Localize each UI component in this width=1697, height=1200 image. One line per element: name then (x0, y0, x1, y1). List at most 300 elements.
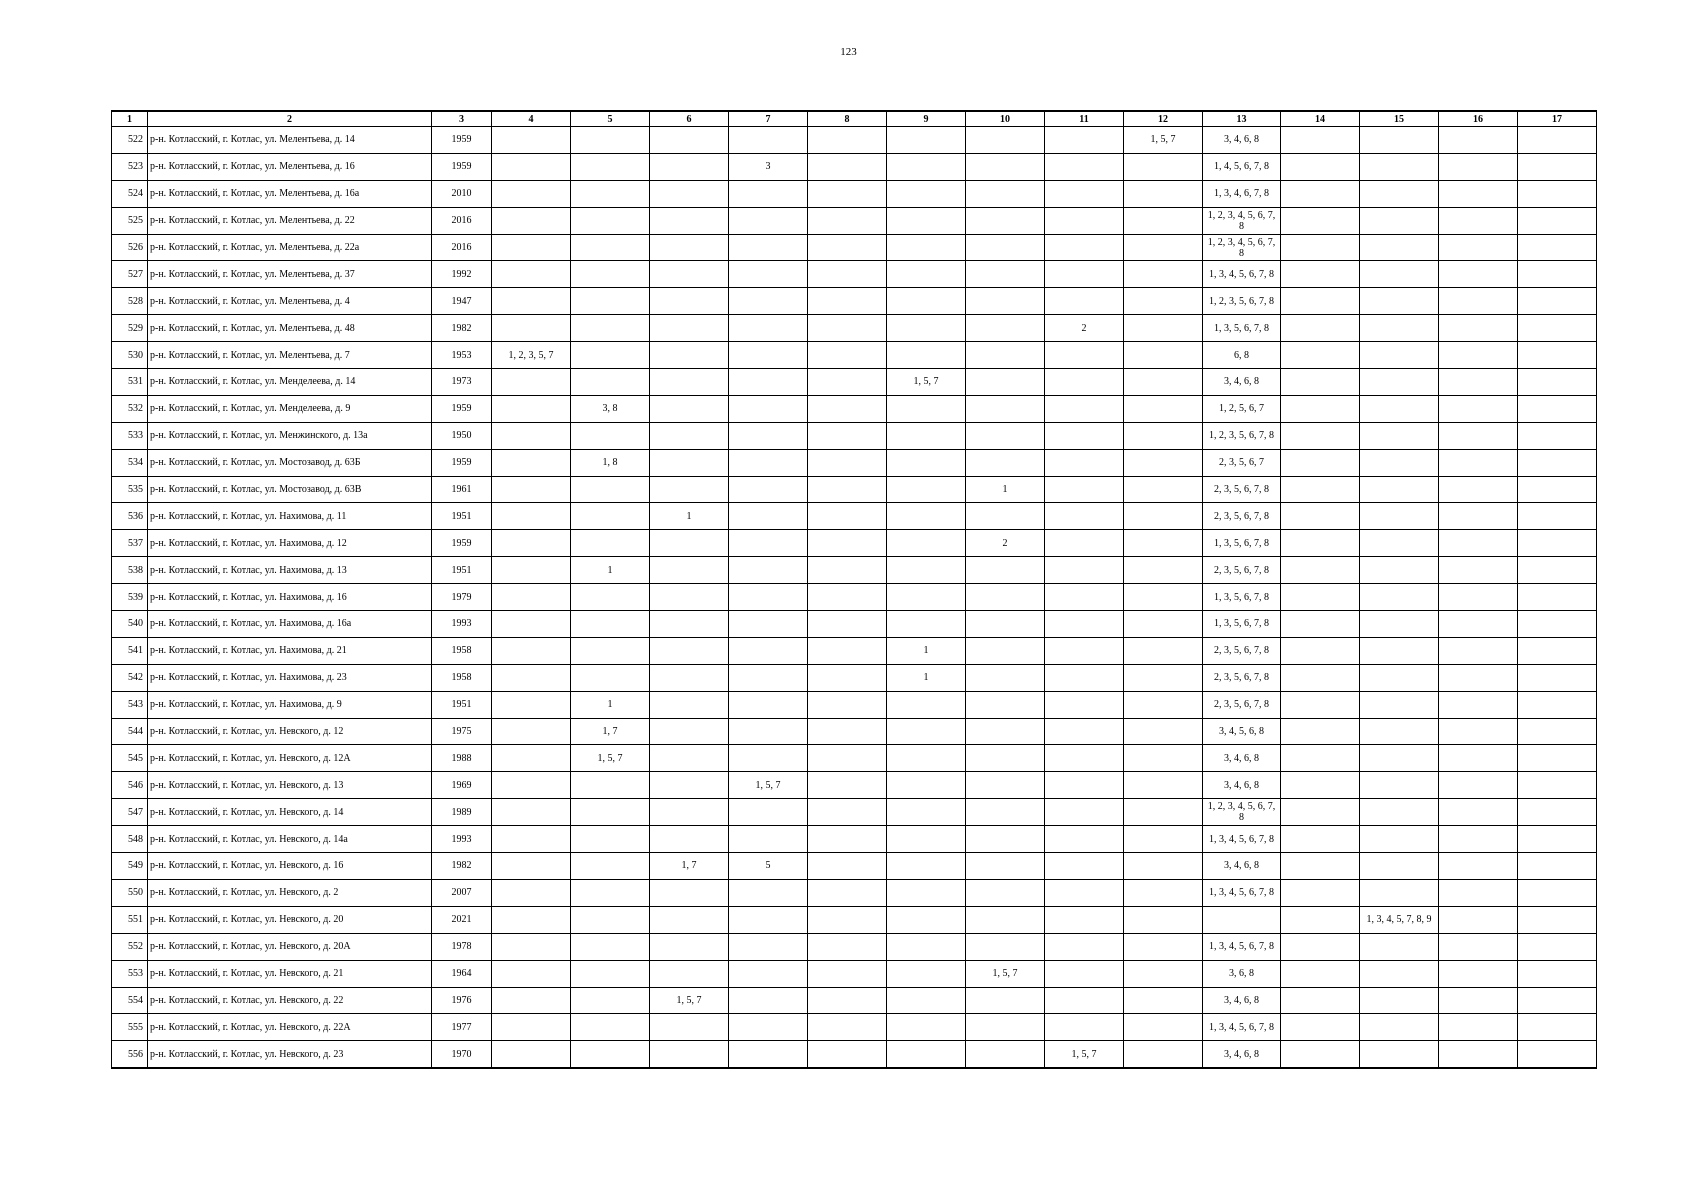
table-row (112, 772, 1597, 799)
column-6-cell (650, 180, 729, 207)
column-11-cell (1045, 369, 1124, 396)
column-4-cell (492, 1014, 571, 1041)
column-14-cell (1281, 906, 1360, 933)
column-8-cell (808, 799, 887, 826)
column-16-cell (1439, 369, 1518, 396)
column-4-cell (492, 234, 571, 261)
column-8-cell (808, 906, 887, 933)
address-cell: р-н. Котласский, г. Котлас, ул. Нахимова, д. 11 (148, 503, 432, 530)
column-10-cell (966, 207, 1045, 234)
address-cell: р-н. Котласский, г. Котлас, ул. Невского, д. 14а (148, 826, 432, 853)
column-15-cell (1360, 637, 1439, 664)
column-14-cell (1281, 153, 1360, 180)
column-15-cell (1360, 718, 1439, 745)
column-5-cell (571, 853, 650, 880)
column-7-cell: 3 (729, 153, 808, 180)
column-16-cell (1439, 637, 1518, 664)
column-header-6: 6 (650, 111, 729, 127)
column-15-cell (1360, 288, 1439, 315)
row-number-cell: 522 (112, 127, 148, 154)
column-15-cell (1360, 745, 1439, 772)
column-13-cell: 1, 3, 4, 5, 6, 7, 8 (1203, 1014, 1281, 1041)
column-header-5: 5 (571, 111, 650, 127)
column-13-cell: 6, 8 (1203, 342, 1281, 369)
address-cell: р-н. Котласский, г. Котлас, ул. Менжинского, д. 13а (148, 422, 432, 449)
column-12-cell (1124, 879, 1203, 906)
column-7-cell (729, 288, 808, 315)
row-number-cell: 541 (112, 637, 148, 664)
column-12-cell (1124, 422, 1203, 449)
column-header-3: 3 (432, 111, 492, 127)
column-11-cell (1045, 476, 1124, 503)
column-4-cell (492, 799, 571, 826)
table-row (112, 288, 1597, 315)
column-7-cell (729, 234, 808, 261)
column-14-cell (1281, 718, 1360, 745)
column-7-cell (729, 933, 808, 960)
address-cell: р-н. Котласский, г. Котлас, ул. Нахимова, д. 21 (148, 637, 432, 664)
row-number-cell: 553 (112, 960, 148, 987)
table-row (112, 611, 1597, 638)
year-cell: 1988 (432, 745, 492, 772)
column-12-cell (1124, 906, 1203, 933)
column-14-cell (1281, 772, 1360, 799)
column-9-cell (887, 960, 966, 987)
column-16-cell (1439, 315, 1518, 342)
column-17-cell (1518, 449, 1597, 476)
column-8-cell (808, 1041, 887, 1068)
column-13-cell: 1, 4, 5, 6, 7, 8 (1203, 153, 1281, 180)
column-7-cell: 5 (729, 853, 808, 880)
column-8-cell (808, 207, 887, 234)
column-17-cell (1518, 342, 1597, 369)
column-15-cell (1360, 826, 1439, 853)
column-5-cell (571, 315, 650, 342)
column-11-cell (1045, 718, 1124, 745)
column-9-cell (887, 342, 966, 369)
column-5-cell (571, 530, 650, 557)
column-12-cell (1124, 234, 1203, 261)
column-10-cell (966, 180, 1045, 207)
column-5-cell (571, 1014, 650, 1041)
column-9-cell: 1 (887, 637, 966, 664)
column-5-cell (571, 826, 650, 853)
column-13-cell: 1, 3, 4, 5, 6, 7, 8 (1203, 261, 1281, 288)
year-cell: 1977 (432, 1014, 492, 1041)
address-cell: р-н. Котласский, г. Котлас, ул. Мелентьева, д. 22 (148, 207, 432, 234)
column-15-cell (1360, 933, 1439, 960)
column-5-cell (571, 369, 650, 396)
row-number-cell: 549 (112, 853, 148, 880)
column-7-cell (729, 718, 808, 745)
column-11-cell (1045, 987, 1124, 1014)
address-cell: р-н. Котласский, г. Котлас, ул. Мелентьева, д. 7 (148, 342, 432, 369)
column-8-cell (808, 826, 887, 853)
column-11-cell (1045, 772, 1124, 799)
column-10-cell (966, 718, 1045, 745)
column-8-cell (808, 395, 887, 422)
column-5-cell (571, 207, 650, 234)
column-header-13: 13 (1203, 111, 1281, 127)
row-number-cell: 537 (112, 530, 148, 557)
column-12-cell (1124, 853, 1203, 880)
column-15-cell (1360, 557, 1439, 584)
address-cell: р-н. Котласский, г. Котлас, ул. Мелентьева, д. 48 (148, 315, 432, 342)
column-8-cell (808, 960, 887, 987)
row-number-cell: 529 (112, 315, 148, 342)
column-16-cell (1439, 1014, 1518, 1041)
column-17-cell (1518, 261, 1597, 288)
column-5-cell: 1 (571, 557, 650, 584)
column-8-cell (808, 476, 887, 503)
column-9-cell (887, 422, 966, 449)
column-6-cell (650, 691, 729, 718)
column-header-1: 1 (112, 111, 148, 127)
column-5-cell (571, 987, 650, 1014)
column-7-cell (729, 611, 808, 638)
column-13-cell: 1, 2, 3, 5, 6, 7, 8 (1203, 288, 1281, 315)
column-16-cell (1439, 826, 1518, 853)
column-5-cell (571, 1041, 650, 1068)
column-4-cell (492, 180, 571, 207)
column-10-cell (966, 315, 1045, 342)
column-4-cell (492, 637, 571, 664)
column-5-cell (571, 288, 650, 315)
column-9-cell (887, 584, 966, 611)
row-number-cell: 544 (112, 718, 148, 745)
row-number-cell: 539 (112, 584, 148, 611)
column-12-cell (1124, 960, 1203, 987)
column-17-cell (1518, 369, 1597, 396)
column-6-cell (650, 369, 729, 396)
column-8-cell (808, 637, 887, 664)
column-17-cell (1518, 153, 1597, 180)
column-5-cell (571, 422, 650, 449)
column-6-cell (650, 584, 729, 611)
column-17-cell (1518, 664, 1597, 691)
column-5-cell (571, 664, 650, 691)
column-6-cell (650, 772, 729, 799)
column-header-7: 7 (729, 111, 808, 127)
address-cell: р-н. Котласский, г. Котлас, ул. Нахимова, д. 12 (148, 530, 432, 557)
column-17-cell (1518, 1041, 1597, 1068)
column-12-cell (1124, 691, 1203, 718)
column-12-cell (1124, 611, 1203, 638)
table-row (112, 906, 1597, 933)
column-4-cell (492, 879, 571, 906)
column-14-cell (1281, 987, 1360, 1014)
address-cell: р-н. Котласский, г. Котлас, ул. Невского, д. 22 (148, 987, 432, 1014)
column-5-cell (571, 637, 650, 664)
column-7-cell (729, 395, 808, 422)
column-7-cell (729, 1041, 808, 1068)
column-6-cell (650, 718, 729, 745)
column-8-cell (808, 422, 887, 449)
column-9-cell (887, 933, 966, 960)
table-row (112, 637, 1597, 664)
column-8-cell (808, 153, 887, 180)
column-16-cell (1439, 906, 1518, 933)
row-number-cell: 530 (112, 342, 148, 369)
year-cell: 1951 (432, 691, 492, 718)
row-number-cell: 555 (112, 1014, 148, 1041)
column-14-cell (1281, 853, 1360, 880)
year-cell: 1982 (432, 315, 492, 342)
table-row (112, 960, 1597, 987)
column-11-cell (1045, 826, 1124, 853)
column-10-cell (966, 395, 1045, 422)
address-cell: р-н. Котласский, г. Котлас, ул. Невского, д. 22А (148, 1014, 432, 1041)
column-17-cell (1518, 288, 1597, 315)
address-cell: р-н. Котласский, г. Котлас, ул. Нахимова, д. 9 (148, 691, 432, 718)
column-7-cell (729, 180, 808, 207)
column-9-cell (887, 772, 966, 799)
table-row (112, 342, 1597, 369)
column-16-cell (1439, 180, 1518, 207)
column-14-cell (1281, 180, 1360, 207)
column-13-cell: 2, 3, 5, 6, 7, 8 (1203, 476, 1281, 503)
column-8-cell (808, 745, 887, 772)
column-16-cell (1439, 718, 1518, 745)
column-7-cell (729, 637, 808, 664)
table-row (112, 1041, 1597, 1068)
column-11-cell (1045, 449, 1124, 476)
column-8-cell (808, 987, 887, 1014)
year-cell: 1976 (432, 987, 492, 1014)
address-cell: р-н. Котласский, г. Котлас, ул. Невского, д. 14 (148, 799, 432, 826)
column-4-cell (492, 826, 571, 853)
column-17-cell (1518, 637, 1597, 664)
column-10-cell (966, 234, 1045, 261)
column-13-cell: 3, 4, 6, 8 (1203, 772, 1281, 799)
building-register-table (111, 110, 1597, 1069)
table-row (112, 799, 1597, 826)
table-row (112, 987, 1597, 1014)
column-7-cell (729, 906, 808, 933)
column-4-cell (492, 449, 571, 476)
column-6-cell (650, 395, 729, 422)
column-8-cell (808, 449, 887, 476)
address-cell: р-н. Котласский, г. Котлас, ул. Мелентьева, д. 16 (148, 153, 432, 180)
column-header-2: 2 (148, 111, 432, 127)
column-8-cell (808, 342, 887, 369)
column-5-cell (571, 584, 650, 611)
column-5-cell: 1, 8 (571, 449, 650, 476)
column-15-cell (1360, 234, 1439, 261)
row-number-cell: 550 (112, 879, 148, 906)
column-9-cell (887, 718, 966, 745)
column-14-cell (1281, 207, 1360, 234)
table-row (112, 180, 1597, 207)
column-13-cell: 1, 2, 3, 5, 6, 7, 8 (1203, 422, 1281, 449)
table-row (112, 127, 1597, 154)
column-9-cell (887, 503, 966, 530)
column-14-cell (1281, 395, 1360, 422)
column-16-cell (1439, 530, 1518, 557)
column-16-cell (1439, 1041, 1518, 1068)
column-8-cell (808, 879, 887, 906)
row-number-cell: 543 (112, 691, 148, 718)
row-number-cell: 554 (112, 987, 148, 1014)
column-6-cell (650, 799, 729, 826)
table-row (112, 826, 1597, 853)
column-11-cell (1045, 261, 1124, 288)
column-10-cell (966, 664, 1045, 691)
address-cell: р-н. Котласский, г. Котлас, ул. Невского, д. 23 (148, 1041, 432, 1068)
address-cell: р-н. Котласский, г. Котлас, ул. Невского, д. 12 (148, 718, 432, 745)
table-row (112, 261, 1597, 288)
column-11-cell (1045, 395, 1124, 422)
year-cell: 1973 (432, 369, 492, 396)
year-cell: 1961 (432, 476, 492, 503)
column-13-cell: 3, 4, 6, 8 (1203, 987, 1281, 1014)
year-cell: 1992 (432, 261, 492, 288)
column-11-cell (1045, 127, 1124, 154)
column-7-cell (729, 960, 808, 987)
column-10-cell (966, 261, 1045, 288)
column-header-17: 17 (1518, 111, 1597, 127)
column-5-cell (571, 960, 650, 987)
column-5-cell (571, 342, 650, 369)
column-9-cell: 1 (887, 664, 966, 691)
column-10-cell (966, 153, 1045, 180)
column-6-cell (650, 664, 729, 691)
column-13-cell: 1, 3, 4, 5, 6, 7, 8 (1203, 933, 1281, 960)
column-10-cell (966, 127, 1045, 154)
column-7-cell (729, 799, 808, 826)
column-16-cell (1439, 772, 1518, 799)
row-number-cell: 525 (112, 207, 148, 234)
column-5-cell (571, 906, 650, 933)
column-7-cell (729, 664, 808, 691)
column-11-cell (1045, 153, 1124, 180)
column-6-cell (650, 127, 729, 154)
column-12-cell (1124, 449, 1203, 476)
column-15-cell (1360, 987, 1439, 1014)
column-5-cell: 1, 5, 7 (571, 745, 650, 772)
column-9-cell (887, 476, 966, 503)
address-cell: р-н. Котласский, г. Котлас, ул. Менделеева, д. 9 (148, 395, 432, 422)
column-4-cell (492, 530, 571, 557)
column-11-cell (1045, 611, 1124, 638)
column-10-cell (966, 288, 1045, 315)
column-13-cell: 1, 3, 5, 6, 7, 8 (1203, 315, 1281, 342)
column-17-cell (1518, 315, 1597, 342)
column-10-cell (966, 799, 1045, 826)
column-15-cell (1360, 503, 1439, 530)
column-13-cell: 1, 2, 3, 4, 5, 6, 7, 8 (1203, 207, 1281, 234)
column-9-cell (887, 180, 966, 207)
year-cell: 1989 (432, 799, 492, 826)
row-number-cell: 523 (112, 153, 148, 180)
column-10-cell (966, 772, 1045, 799)
column-5-cell (571, 503, 650, 530)
column-6-cell (650, 342, 729, 369)
column-14-cell (1281, 530, 1360, 557)
column-16-cell (1439, 987, 1518, 1014)
column-4-cell: 1, 2, 3, 5, 7 (492, 342, 571, 369)
column-6-cell (650, 288, 729, 315)
column-12-cell (1124, 530, 1203, 557)
column-16-cell (1439, 503, 1518, 530)
column-14-cell (1281, 288, 1360, 315)
column-header-9: 9 (887, 111, 966, 127)
table-row (112, 933, 1597, 960)
row-number-cell: 536 (112, 503, 148, 530)
column-15-cell (1360, 207, 1439, 234)
column-15-cell (1360, 315, 1439, 342)
column-4-cell (492, 288, 571, 315)
column-16-cell (1439, 664, 1518, 691)
column-6-cell (650, 315, 729, 342)
column-13-cell: 3, 6, 8 (1203, 960, 1281, 987)
column-4-cell (492, 772, 571, 799)
row-number-cell: 542 (112, 664, 148, 691)
column-4-cell (492, 127, 571, 154)
column-12-cell (1124, 557, 1203, 584)
row-number-cell: 540 (112, 611, 148, 638)
column-6-cell (650, 476, 729, 503)
column-12-cell (1124, 153, 1203, 180)
year-cell: 1959 (432, 449, 492, 476)
column-10-cell: 2 (966, 530, 1045, 557)
column-8-cell (808, 853, 887, 880)
column-12-cell (1124, 207, 1203, 234)
column-7-cell (729, 557, 808, 584)
column-12-cell (1124, 718, 1203, 745)
column-6-cell (650, 933, 729, 960)
column-5-cell (571, 180, 650, 207)
column-10-cell (966, 987, 1045, 1014)
column-10-cell (966, 745, 1045, 772)
column-12-cell (1124, 395, 1203, 422)
column-16-cell (1439, 960, 1518, 987)
column-8-cell (808, 315, 887, 342)
year-cell: 2021 (432, 906, 492, 933)
column-17-cell (1518, 611, 1597, 638)
column-15-cell (1360, 691, 1439, 718)
column-13-cell: 1, 3, 5, 6, 7, 8 (1203, 530, 1281, 557)
column-17-cell (1518, 906, 1597, 933)
column-9-cell (887, 853, 966, 880)
address-cell: р-н. Котласский, г. Котлас, ул. Невского, д. 2 (148, 879, 432, 906)
column-8-cell (808, 718, 887, 745)
column-15-cell (1360, 879, 1439, 906)
column-10-cell (966, 826, 1045, 853)
column-15-cell (1360, 530, 1439, 557)
column-11-cell (1045, 503, 1124, 530)
row-number-cell: 527 (112, 261, 148, 288)
address-cell: р-н. Котласский, г. Котлас, ул. Мостозавод, д. 63В (148, 476, 432, 503)
column-13-cell: 3, 4, 6, 8 (1203, 1041, 1281, 1068)
column-5-cell (571, 127, 650, 154)
column-11-cell (1045, 637, 1124, 664)
year-cell: 1978 (432, 933, 492, 960)
column-12-cell (1124, 637, 1203, 664)
column-9-cell (887, 611, 966, 638)
table-row (112, 153, 1597, 180)
table-row (112, 422, 1597, 449)
year-cell: 1958 (432, 637, 492, 664)
column-11-cell (1045, 234, 1124, 261)
column-4-cell (492, 745, 571, 772)
column-10-cell (966, 1041, 1045, 1068)
column-4-cell (492, 422, 571, 449)
table-row (112, 395, 1597, 422)
column-4-cell (492, 395, 571, 422)
row-number-cell: 528 (112, 288, 148, 315)
column-4-cell (492, 718, 571, 745)
